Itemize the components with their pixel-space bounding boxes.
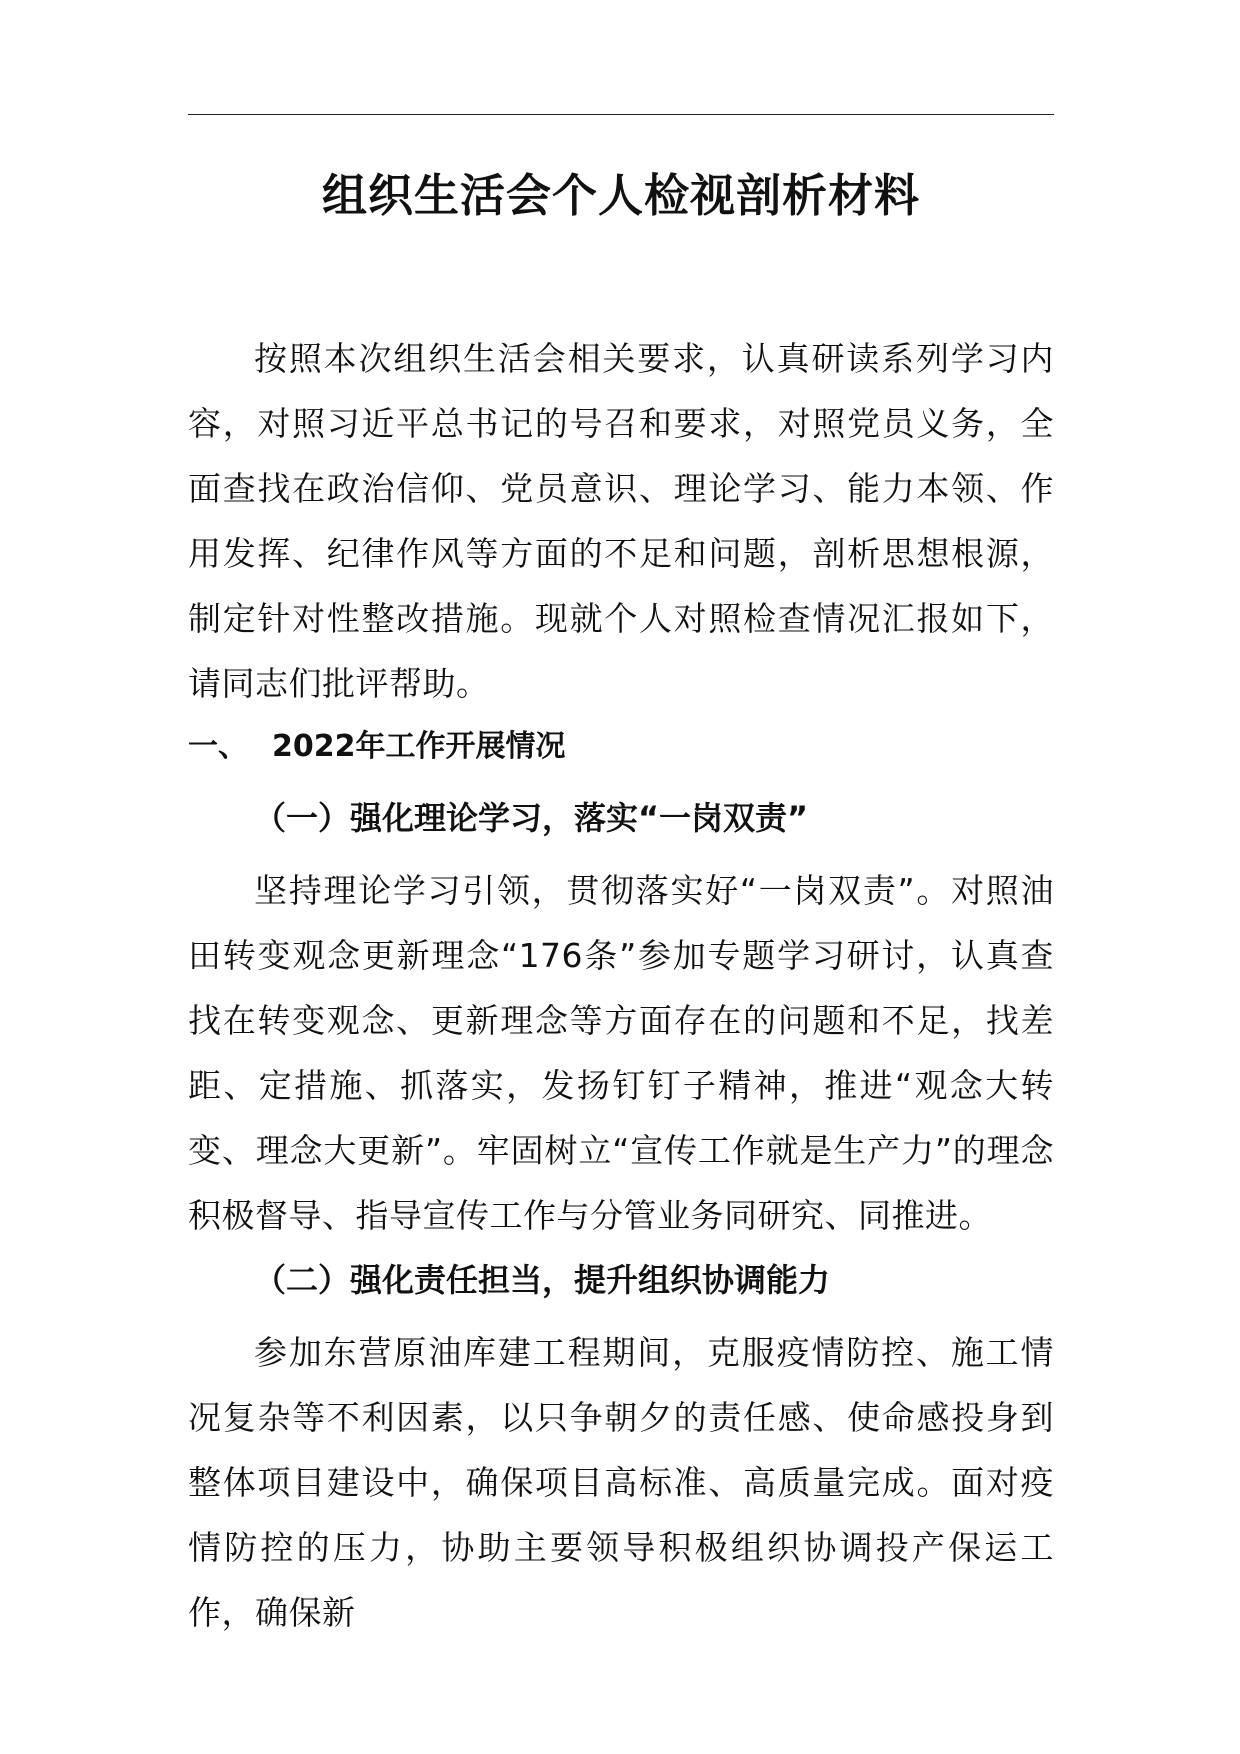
section-heading: [188, 714, 1054, 779]
header-rule: [188, 114, 1054, 115]
intro-paragraph: 按照本次组织生活会相关要求，认真研读系列学习内容，对照习近平总书记的号召和要求，对照党员义务，全面查找在政治信仰、党员意识、理论学习、能力本领、作用发挥、纪律作风等方面的不足和问题，剖析思想根源，制定针对性整改措施。现就个人对照检查情况汇报如下，请同志们批评帮助。: [188, 339, 1054, 703]
subsection-paragraph-1: 坚持理论学习引领，贯彻落实好“一岗双责”。对照油田转变观念更新理念“176条”参加专题学习研讨，认真查找在转变观念、更新理念等方面存在的问题和不足，找差距、定措施、抓落实，发扬钉钉子精神，推进“观念大转变、理念大更新”。牢固树立“宣传工作就是生产力”的理念积极督导、指导宣传工作与分管业务同研究、同推进。: [188, 871, 1054, 1235]
section-title: 2022年工作开展情况: [272, 729, 566, 764]
section-number: 一、: [188, 729, 248, 764]
subsection-heading-1: （一）强化理论学习，落实“一岗双责”: [254, 799, 809, 837]
subsection-paragraph-2: 参加东营原油库建工程期间，克服疫情防控、施工情况复杂等不利因素，以只争朝夕的责任感、使命感投身到整体项目建设中，确保项目高标准、高质量完成。面对疫情防控的压力，协助主要领导积极组织协调投产保运工作，确保新: [188, 1333, 1054, 1632]
document-title: 组织生活会个人检视剖析材料: [321, 169, 920, 222]
subsection-heading-2: （二）强化责任担当，提升组织协调能力: [254, 1261, 831, 1299]
